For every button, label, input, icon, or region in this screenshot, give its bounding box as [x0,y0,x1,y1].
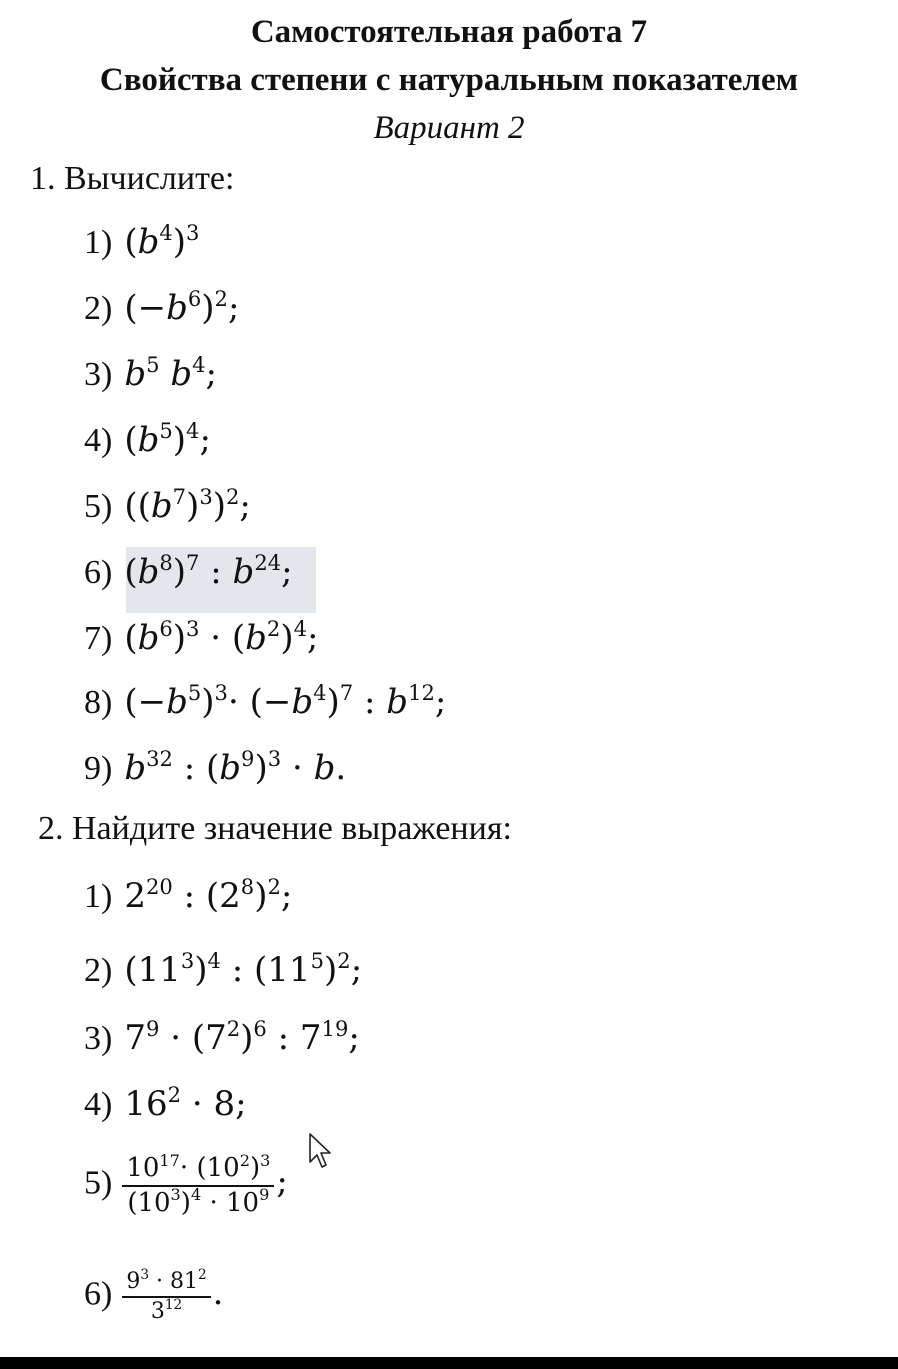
task-2-item-3 [84,1015,360,1058]
item-number: 9) [84,750,113,787]
task-2-heading: 2. Найдите значение выражения: [38,810,512,847]
item-number: 6) [84,554,113,591]
expression: $(b^8)^7$ : $b^{24}$; [124,549,293,592]
item-number: 2) [84,952,113,989]
bottom-black-bar [0,1357,898,1369]
task-2-item-5: 5) $\frac{10^{17}\cdot (10^2)^3}{(10^3)^4 \cdot 10^9}$ ; [84,1150,288,1218]
task-1-item-5 [84,483,251,526]
numerator: $9^3 \cdot 81^2$ [122,1268,210,1298]
task-1-item-2 [84,285,240,328]
item-number: 7) [84,620,113,657]
task-1-item-6 [84,549,293,592]
task-1-item-4 [84,417,211,460]
task-1-item-1 [84,219,200,262]
numerator: $10^{17}\cdot (10^2)^3$ [122,1152,274,1187]
fraction-expression [122,1268,210,1325]
item-number: 4) [84,422,113,459]
task-2-item-6: 6) $\frac{9^3 \cdot 81^2}{3^{12}}$ . [84,1267,224,1324]
item-number: 6) [84,1275,113,1313]
denominator: $(10^3)^4 \cdot 10^9$ [127,1185,270,1218]
item-number: 5) [84,488,113,525]
worksheet-subtitle: Свойства степени с натуральным показателем [99,62,799,98]
variant-label: Вариант 2 [373,110,525,146]
expression: $(-b^5)^3\cdot (-b^4)^7$ : $b^{12}$; [124,679,447,722]
worksheet-title: Самостоятельная работа 7 [250,14,648,50]
task-1-heading: 1. Вычислите: [30,160,235,197]
fraction-expression [122,1152,274,1219]
item-number: 3) [84,356,113,393]
expression: $7^9 \cdot (7^2)^6$ : $7^{19}$; [124,1015,360,1058]
expression: $(b^6)^3 \cdot (b^2)^4$; [124,615,319,658]
mouse-pointer-icon [308,1132,332,1170]
task-1-item-8 [84,679,447,722]
task-1-item-7 [84,615,319,658]
expression: $(11^3)^4$ : $(11^5)^2$; [124,947,363,990]
item-number: 4) [84,1086,113,1123]
item-number: 8) [84,684,113,721]
expression: $(-b^6)^2$; [124,285,240,328]
task-2-item-1 [84,873,293,916]
expression: $((b^7)^3)^2$; [124,483,251,526]
expression: $b^{32}$ : $(b^9)^3 \cdot b$. [124,745,347,788]
expression: $2^{20}$ : $(2^8)^2$; [124,873,293,916]
task-2-item-2 [84,947,363,990]
expression: $16^2 \cdot 8$; [124,1081,247,1124]
item-number: 1) [84,878,113,915]
item-number: 2) [84,290,113,327]
item-number: 3) [84,1020,113,1057]
task-1-item-9 [84,745,347,788]
expression: $(b^4)^3$ [124,219,200,262]
item-number: 5) [84,1164,113,1202]
item-number: 1) [84,224,113,261]
denominator: $3^{12}$ [150,1296,183,1324]
expression: $b^5$ $b^4$; [124,351,217,394]
task-2-item-4 [84,1081,247,1124]
expression: $(b^5)^4$; [124,417,211,460]
task-1-item-3 [84,351,217,394]
